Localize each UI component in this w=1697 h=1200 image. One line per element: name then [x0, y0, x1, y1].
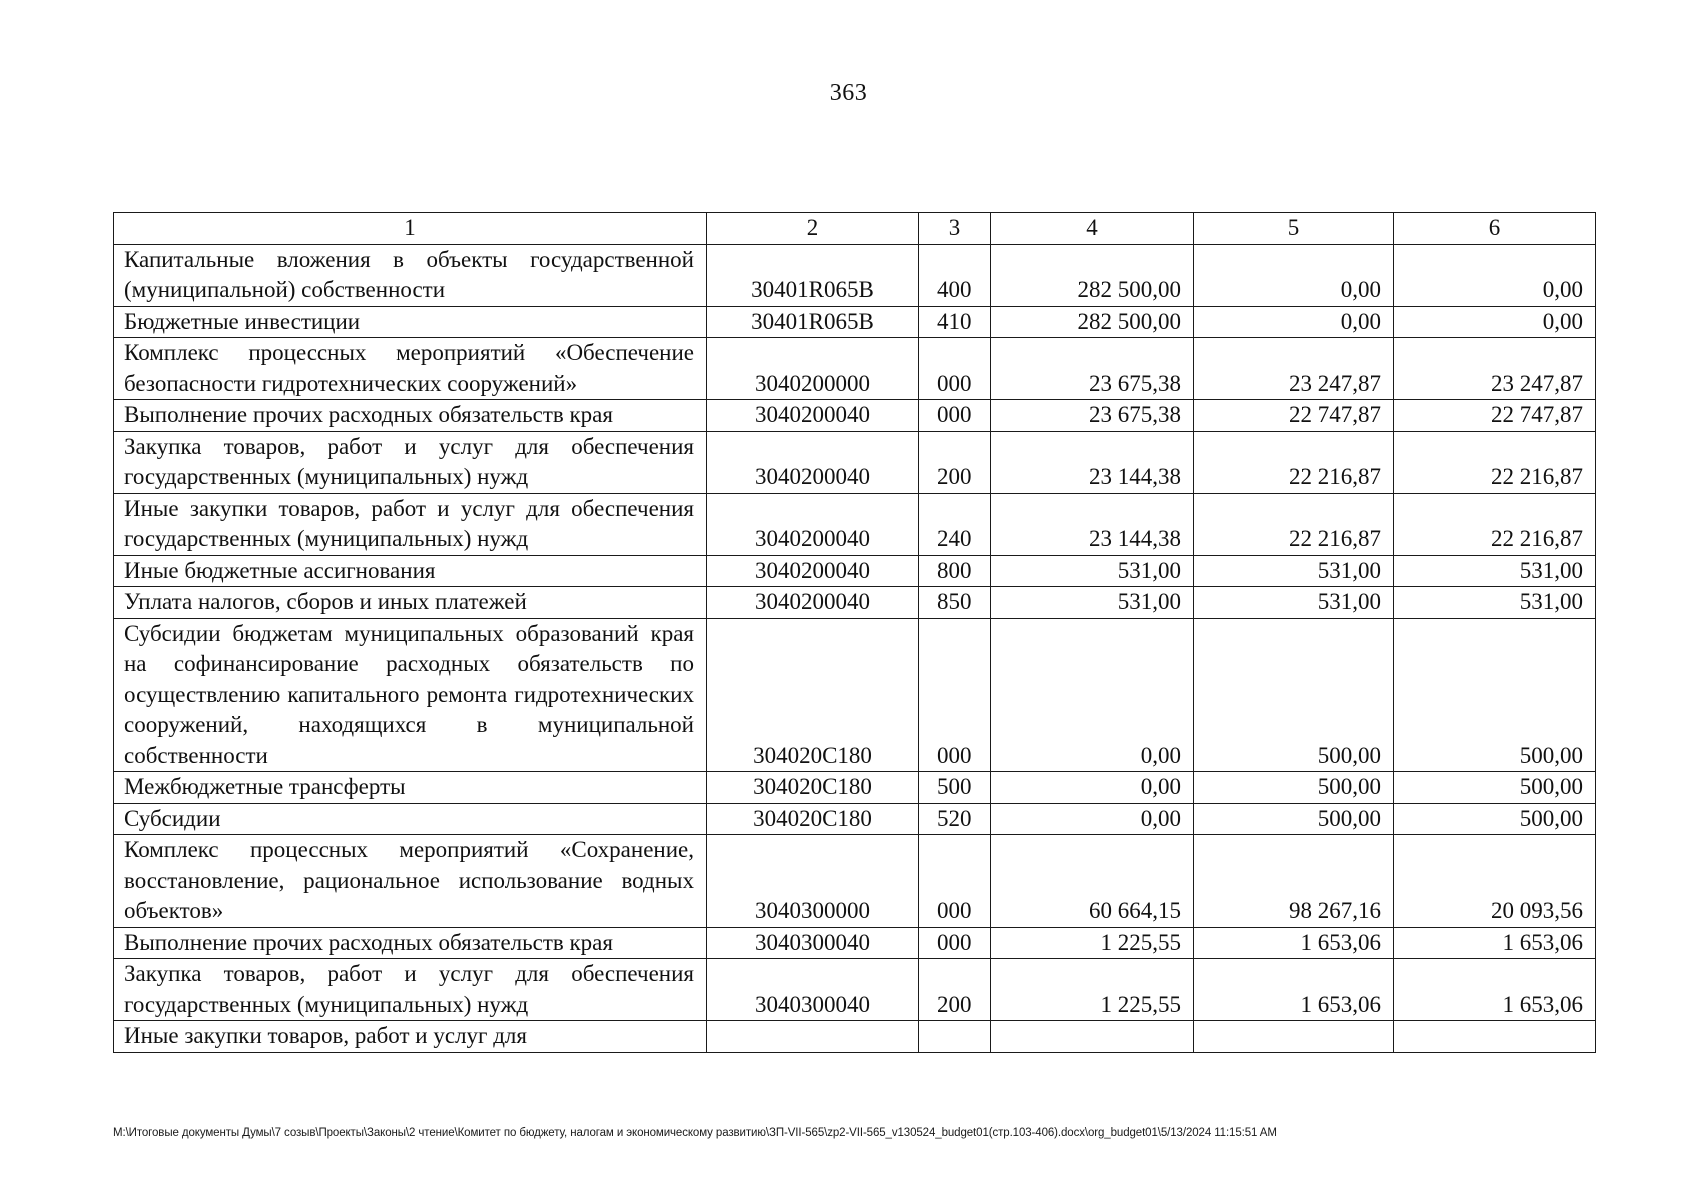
amount-col4-cell: 531,00: [991, 555, 1194, 587]
amount-col5-cell: 1 653,06: [1194, 959, 1394, 1021]
target-article-code-cell: 304020С180: [707, 772, 919, 804]
expense-type-cell: 000: [919, 400, 991, 432]
expense-type-cell: 200: [919, 431, 991, 493]
table-row: [114, 493, 1596, 555]
expense-type-cell: [919, 1021, 991, 1053]
target-article-code-cell: 3040200040: [707, 555, 919, 587]
expense-name-cell: Иные закупки товаров, работ и услуг для: [114, 1021, 707, 1053]
amount-col5-cell: 0,00: [1194, 244, 1394, 306]
expense-name-cell: Закупка товаров, работ и услуг для обеспечения государственных (муниципальных) нужд: [114, 959, 707, 1021]
table-row: [114, 835, 1596, 928]
expense-type-cell: 000: [919, 338, 991, 400]
expense-type-cell: 200: [919, 959, 991, 1021]
expense-type-cell: 240: [919, 493, 991, 555]
table-row: [114, 772, 1596, 804]
amount-col4-cell: 23 144,38: [991, 493, 1194, 555]
column-header: 6: [1394, 213, 1596, 245]
expense-name-cell: Выполнение прочих расходных обязательств края: [114, 400, 707, 432]
expense-name-cell: Субсидии бюджетам муниципальных образований края на софинансирование расходных обязательств по осуществлению капитального ремонта гидротехнических сооружений, находящихся в муниципальной собственности: [114, 618, 707, 772]
amount-col6-cell: 531,00: [1394, 555, 1596, 587]
amount-col6-cell: 1 653,06: [1394, 959, 1596, 1021]
expense-type-cell: 500: [919, 772, 991, 804]
column-header: 5: [1194, 213, 1394, 245]
amount-col4-cell: 0,00: [991, 803, 1194, 835]
amount-col6-cell: [1394, 1021, 1596, 1053]
amount-col6-cell: 22 216,87: [1394, 493, 1596, 555]
amount-col4-cell: 282 500,00: [991, 244, 1194, 306]
amount-col6-cell: 0,00: [1394, 306, 1596, 338]
amount-col5-cell: 1 653,06: [1194, 927, 1394, 959]
target-article-code-cell: 3040200040: [707, 431, 919, 493]
amount-col6-cell: 22 747,87: [1394, 400, 1596, 432]
column-header: 2: [707, 213, 919, 245]
expense-name-cell: Капитальные вложения в объекты государственной (муниципальной) собственности: [114, 244, 707, 306]
expense-name-cell: Субсидии: [114, 803, 707, 835]
amount-col4-cell: 0,00: [991, 772, 1194, 804]
amount-col6-cell: 500,00: [1394, 618, 1596, 772]
expense-type-cell: 800: [919, 555, 991, 587]
column-header: 1: [114, 213, 707, 245]
amount-col6-cell: 22 216,87: [1394, 431, 1596, 493]
column-header: 4: [991, 213, 1194, 245]
table-row: [114, 803, 1596, 835]
table-row: [114, 927, 1596, 959]
table-row: [114, 244, 1596, 306]
table-row: [114, 431, 1596, 493]
expense-name-cell: Комплекс процессных мероприятий «Сохранение, восстановление, рациональное использование водных объектов»: [114, 835, 707, 928]
amount-col4-cell: 60 664,15: [991, 835, 1194, 928]
amount-col4-cell: 1 225,55: [991, 927, 1194, 959]
expense-name-cell: Выполнение прочих расходных обязательств края: [114, 927, 707, 959]
table-row: [114, 400, 1596, 432]
target-article-code-cell: 3040200000: [707, 338, 919, 400]
expense-type-cell: 520: [919, 803, 991, 835]
target-article-code-cell: 304020С180: [707, 803, 919, 835]
amount-col5-cell: 23 247,87: [1194, 338, 1394, 400]
target-article-code-cell: 3040200040: [707, 493, 919, 555]
amount-col5-cell: 500,00: [1194, 618, 1394, 772]
column-header: 3: [919, 213, 991, 245]
amount-col4-cell: 1 225,55: [991, 959, 1194, 1021]
amount-col5-cell: 22 216,87: [1194, 493, 1394, 555]
budget-table: [113, 212, 1596, 1053]
amount-col4-cell: 531,00: [991, 587, 1194, 619]
expense-name-cell: Иные закупки товаров, работ и услуг для обеспечения государственных (муниципальных) нужд: [114, 493, 707, 555]
expense-name-cell: Бюджетные инвестиции: [114, 306, 707, 338]
amount-col6-cell: 0,00: [1394, 244, 1596, 306]
amount-col4-cell: 0,00: [991, 618, 1194, 772]
target-article-code-cell: 3040300040: [707, 927, 919, 959]
target-article-code-cell: 3040300040: [707, 959, 919, 1021]
amount-col4-cell: 23 144,38: [991, 431, 1194, 493]
document-file-path: M:\Итоговые документы Думы\7 созыв\Проекты\Законы\2 чтение\Комитет по бюджету, налогам и экономическому развитию\ЗП-VII-565\zp2-VII-565_v130524_budget01(стр.103-406).docx\org_budget01\5/13/2024 11:15:51 AM: [113, 1127, 1277, 1139]
expense-type-cell: 400: [919, 244, 991, 306]
target-article-code-cell: 3040300000: [707, 835, 919, 928]
amount-col4-cell: [991, 1021, 1194, 1053]
amount-col6-cell: 23 247,87: [1394, 338, 1596, 400]
amount-col4-cell: 23 675,38: [991, 338, 1194, 400]
expense-name-cell: Межбюджетные трансферты: [114, 772, 707, 804]
amount-col5-cell: 531,00: [1194, 587, 1394, 619]
expense-type-cell: 850: [919, 587, 991, 619]
target-article-code-cell: 3040200040: [707, 587, 919, 619]
expense-name-cell: Закупка товаров, работ и услуг для обеспечения государственных (муниципальных) нужд: [114, 431, 707, 493]
target-article-code-cell: 304020С180: [707, 618, 919, 772]
amount-col5-cell: 98 267,16: [1194, 835, 1394, 928]
table-row: [114, 959, 1596, 1021]
expense-type-cell: 000: [919, 618, 991, 772]
expense-name-cell: Уплата налогов, сборов и иных платежей: [114, 587, 707, 619]
target-article-code-cell: 30401R065B: [707, 306, 919, 338]
amount-col6-cell: 1 653,06: [1394, 927, 1596, 959]
amount-col5-cell: 500,00: [1194, 803, 1394, 835]
table-row: [114, 1021, 1596, 1053]
table-row: [114, 587, 1596, 619]
expense-name-cell: Комплекс процессных мероприятий «Обеспечение безопасности гидротехнических сооружений»: [114, 338, 707, 400]
amount-col6-cell: 500,00: [1394, 803, 1596, 835]
amount-col5-cell: 22 747,87: [1194, 400, 1394, 432]
amount-col6-cell: 500,00: [1394, 772, 1596, 804]
target-article-code-cell: [707, 1021, 919, 1053]
table-row: [114, 338, 1596, 400]
table-row: [114, 618, 1596, 772]
amount-col5-cell: 531,00: [1194, 555, 1394, 587]
table-row: [114, 306, 1596, 338]
amount-col4-cell: 23 675,38: [991, 400, 1194, 432]
amount-col4-cell: 282 500,00: [991, 306, 1194, 338]
amount-col6-cell: 531,00: [1394, 587, 1596, 619]
expense-type-cell: 000: [919, 835, 991, 928]
amount-col6-cell: 20 093,56: [1394, 835, 1596, 928]
page-number: 363: [829, 80, 868, 106]
amount-col5-cell: 22 216,87: [1194, 431, 1394, 493]
target-article-code-cell: 30401R065B: [707, 244, 919, 306]
table-header-row: [114, 213, 1596, 245]
table-row: [114, 555, 1596, 587]
target-article-code-cell: 3040200040: [707, 400, 919, 432]
expense-name-cell: Иные бюджетные ассигнования: [114, 555, 707, 587]
amount-col5-cell: 500,00: [1194, 772, 1394, 804]
expense-type-cell: 410: [919, 306, 991, 338]
amount-col5-cell: [1194, 1021, 1394, 1053]
expense-type-cell: 000: [919, 927, 991, 959]
amount-col5-cell: 0,00: [1194, 306, 1394, 338]
